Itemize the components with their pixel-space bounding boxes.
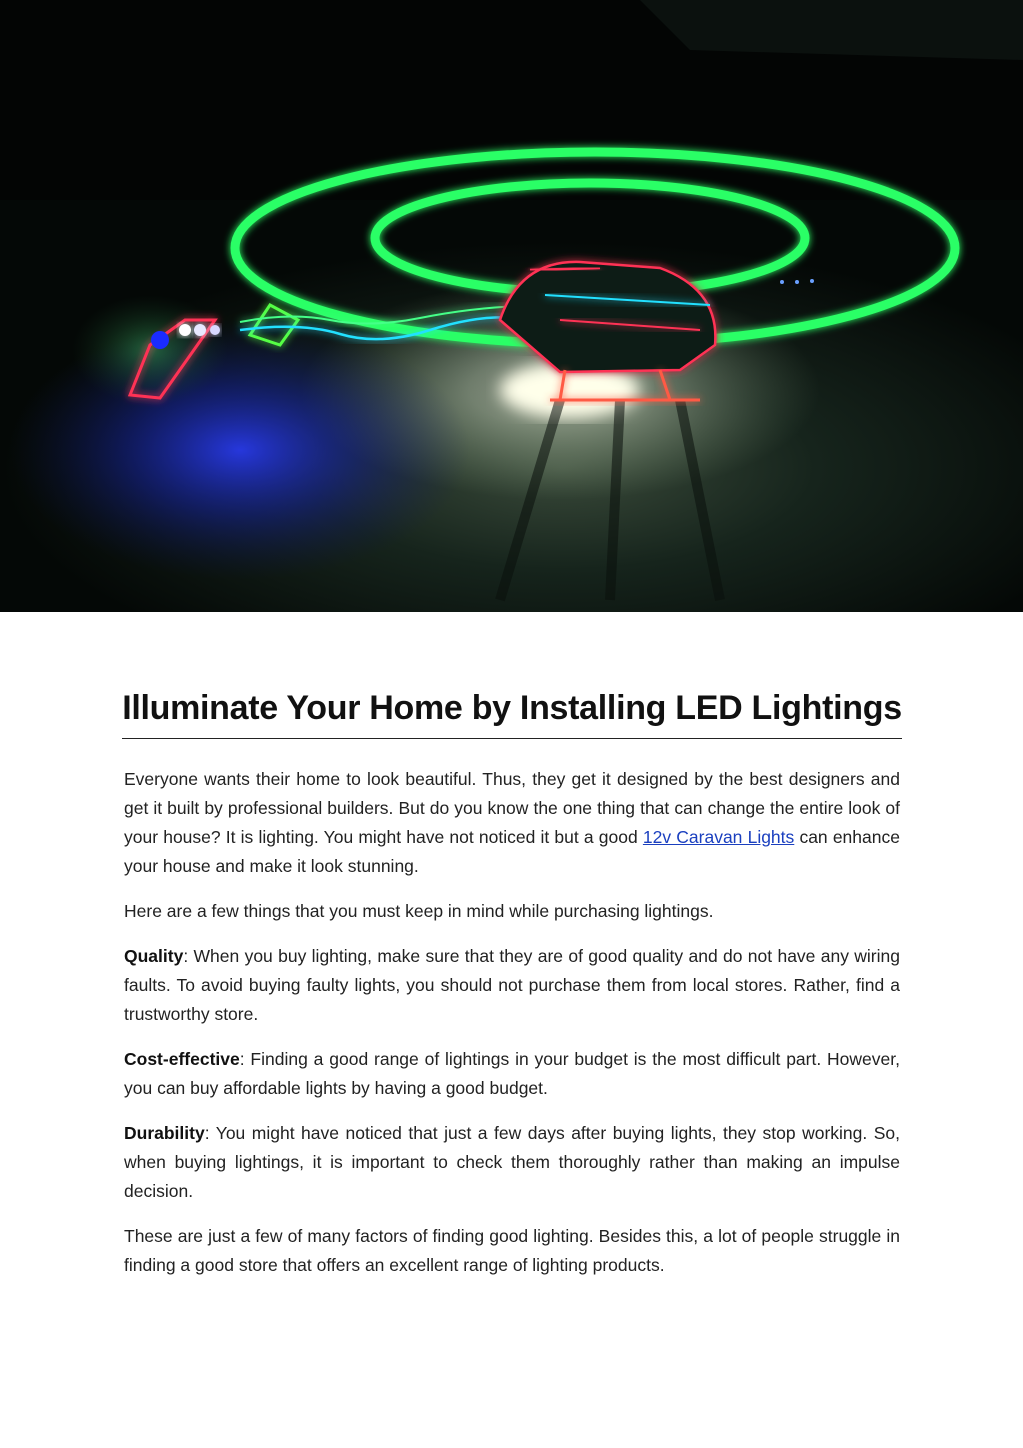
intro-text-after-link: can enhance your house and make it look stunning. <box>124 827 900 876</box>
lead-in-paragraph: Here are a few things that you must keep in mind while purchasing lightings. <box>124 901 714 921</box>
cost-effective-text: : Finding a good range of lightings in your budget is the most difficult part. However, you can buy affordable lights by having a good budget. <box>124 1049 900 1098</box>
durability-term: Durability <box>124 1123 205 1143</box>
quality-term: Quality <box>124 946 184 966</box>
durability-text: : You might have noticed that just a few days after buying lights, they stop working. So, when buying lightings, it is important to check them thoroughly rather than making an impulse decision. <box>124 1123 900 1201</box>
intro-text-before-link: Everyone wants their home to look beautiful. Thus, they get it designed by the best designers and get it built by professional builders. But do you know the one thing that can change the entire look of your house? It is lighting. You might have not noticed it but a good <box>124 769 900 847</box>
durability-paragraph <box>124 1119 900 1206</box>
led-helicopter-photo <box>0 0 1023 612</box>
article <box>122 680 902 1296</box>
cost-effective-paragraph <box>124 1045 900 1103</box>
caravan-lights-link[interactable]: 12v Caravan Lights <box>642 827 795 847</box>
article-body <box>122 765 902 1280</box>
page-title: Illuminate Your Home by Installing LED Lightings <box>122 680 902 739</box>
closing-paragraph: These are just a few of many factors of finding good lighting. Besides this, a lot of people struggle in finding a good store that offers an excellent range of lighting products. <box>124 1226 900 1275</box>
cost-effective-term: Cost-effective <box>124 1049 240 1069</box>
quality-paragraph <box>124 942 900 1029</box>
quality-text: : When you buy lighting, make sure that they are of good quality and do not have any wiring faults. To avoid buying faulty lights, you should not purchase them from local stores. Rather, find a trustworthy store. <box>124 946 900 1024</box>
intro-paragraph <box>124 765 900 881</box>
